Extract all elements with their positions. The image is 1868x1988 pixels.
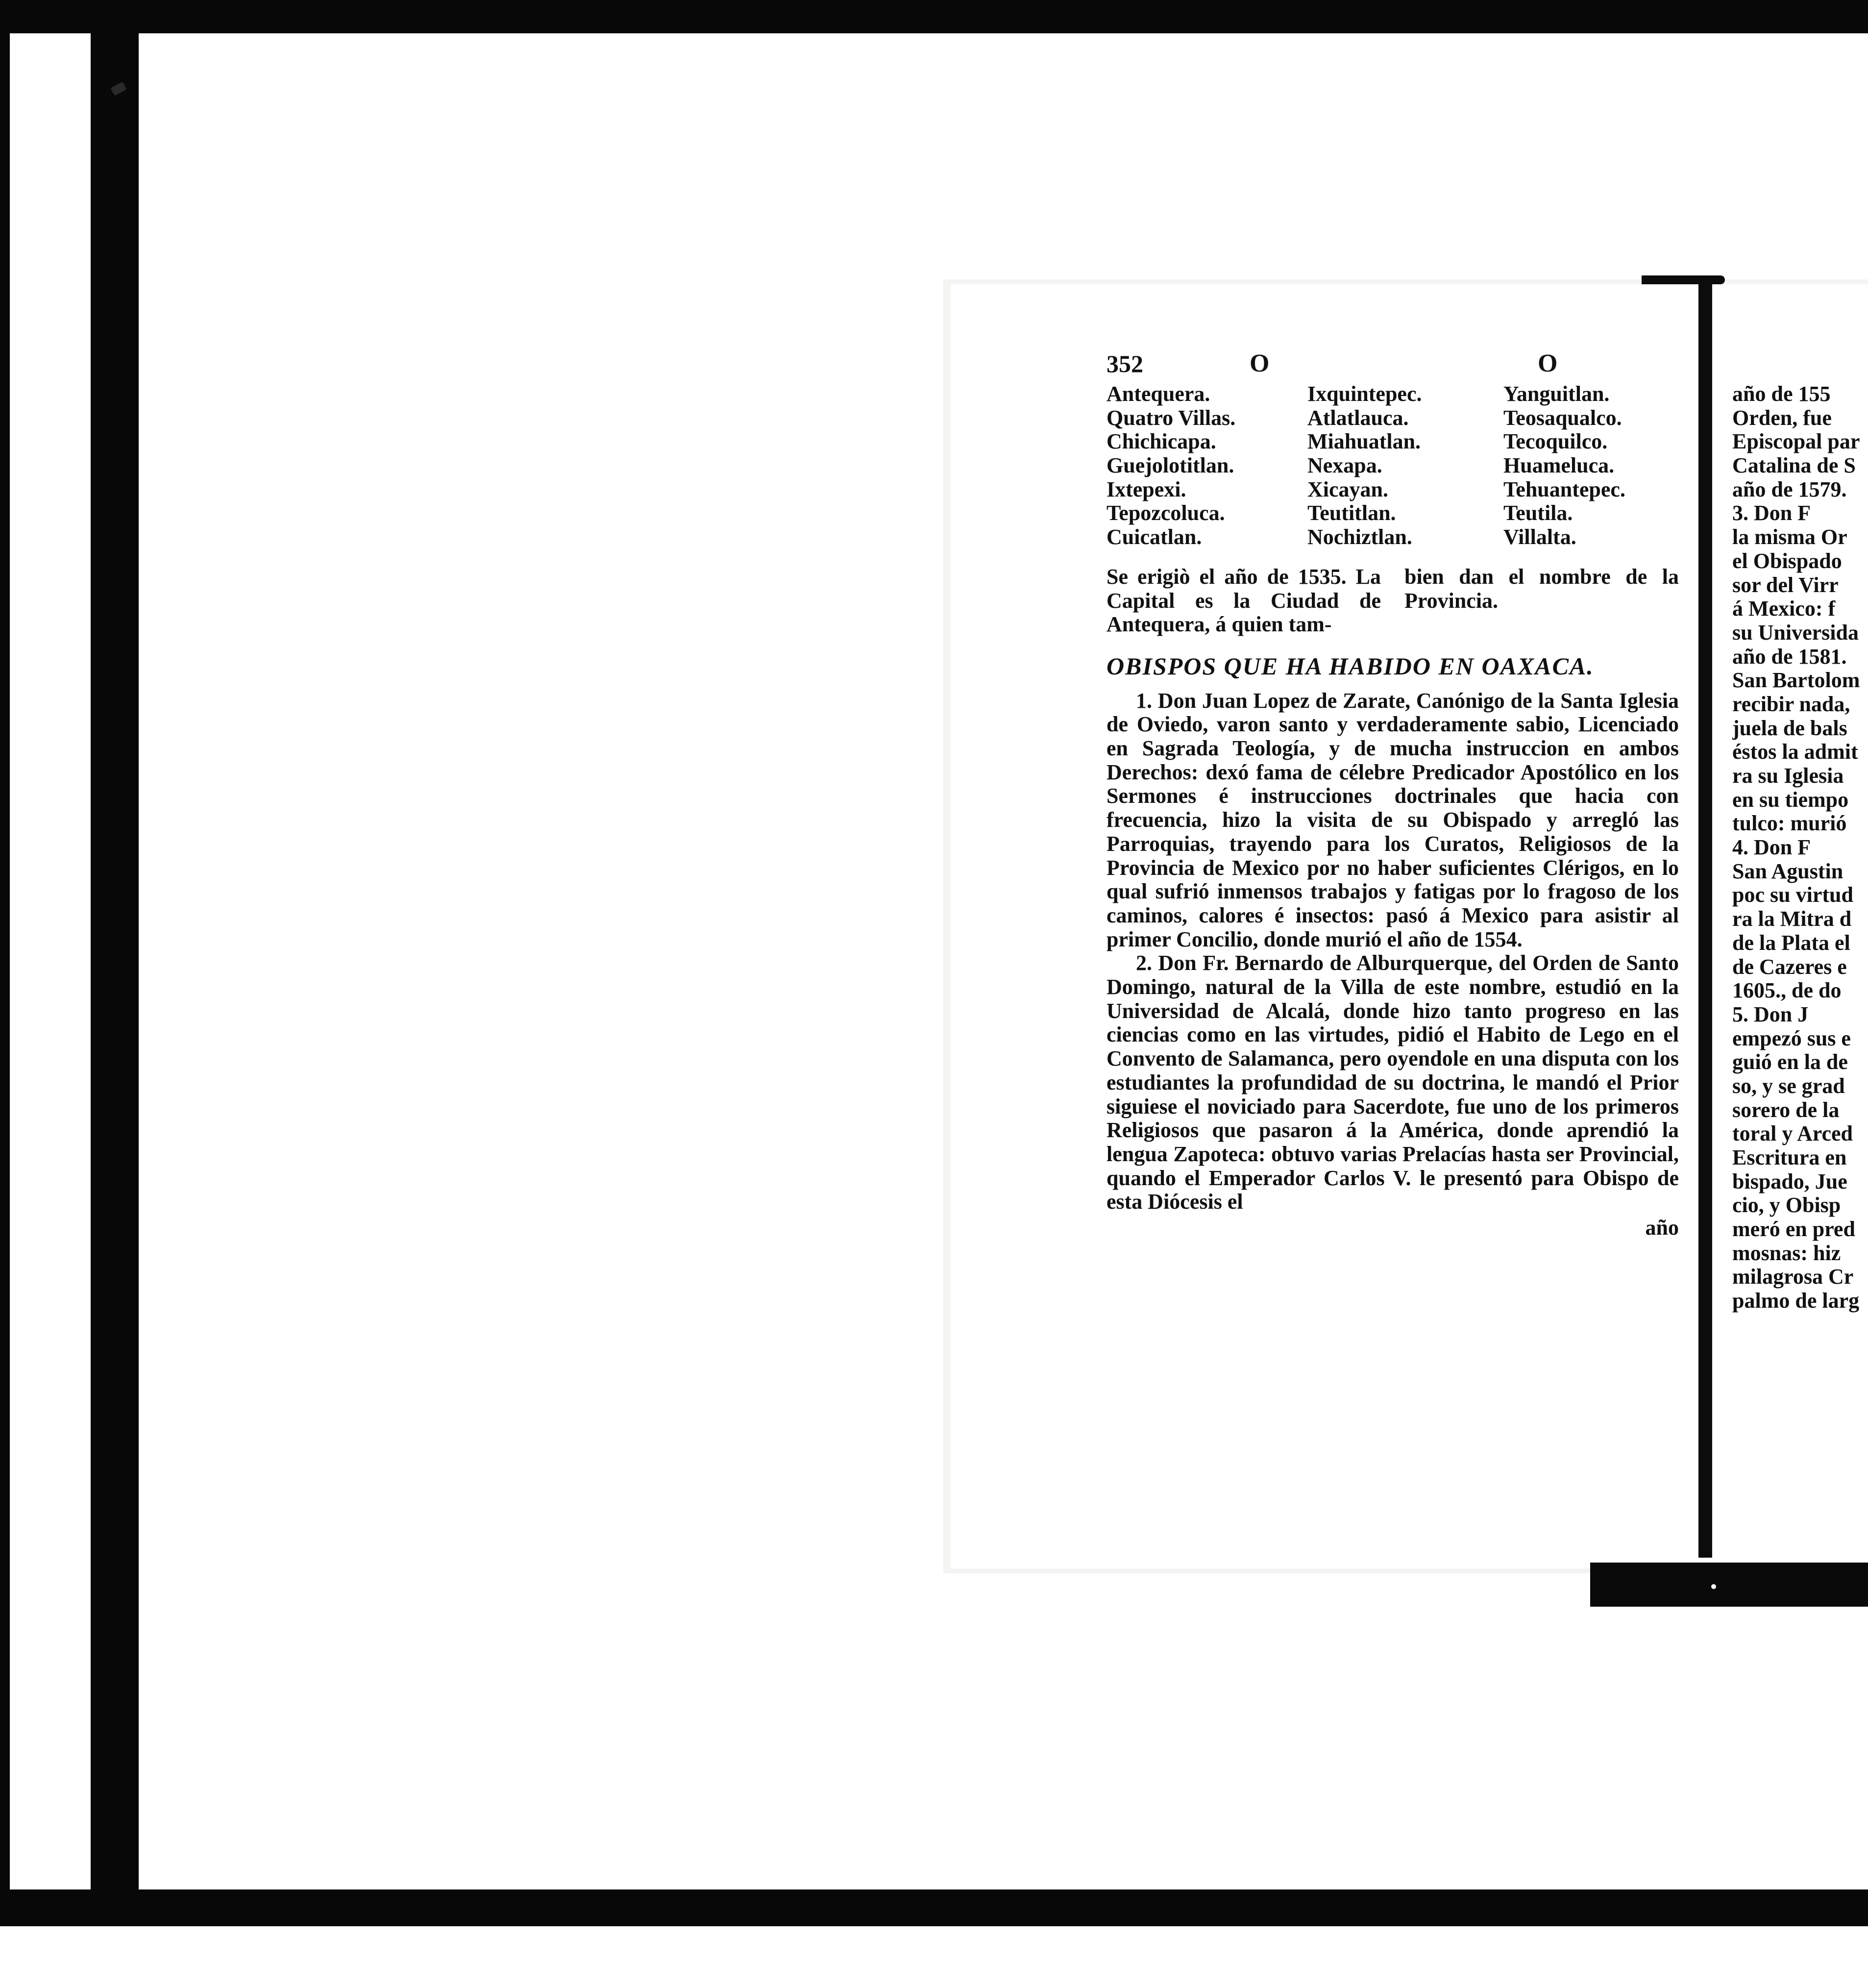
town-entry: Nochiztlan. <box>1307 525 1412 549</box>
fragment-line: año de 1579. <box>1732 477 1847 501</box>
town-entry: Miahuatlan. <box>1307 429 1421 454</box>
book-spine <box>1698 283 1712 1558</box>
fragment-line: su Universida <box>1732 621 1859 645</box>
fragment-line: Episcopal par <box>1732 430 1860 454</box>
town-entry: Cuicatlan. <box>1106 525 1202 549</box>
fragment-line: 3. Don F <box>1732 501 1811 525</box>
town-entry: Tepozcoluca. <box>1106 501 1225 525</box>
town-entry: Chichicapa. <box>1106 429 1216 454</box>
section-title: OBISPOS QUE HA HABIDO EN OAXACA. <box>1106 652 1594 680</box>
fragment-line: bispado, Jue <box>1732 1169 1847 1193</box>
fragment-line: so, y se grad <box>1732 1074 1845 1098</box>
fragment-line: guió en la de <box>1732 1050 1848 1074</box>
fragment-line: á Mexico: f <box>1732 597 1836 621</box>
fragment-line: ra la Mitra d <box>1732 907 1852 931</box>
text-block <box>1106 343 1679 1240</box>
fragment-line: juela de bals <box>1732 716 1847 740</box>
fragment-line: en su tiempo <box>1732 788 1849 812</box>
fragment-line: el Obispado <box>1732 549 1842 573</box>
town-entry: Xicayan. <box>1307 477 1388 501</box>
fragment-line: meró en pred <box>1732 1218 1855 1242</box>
town-entry: Villalta. <box>1503 525 1576 549</box>
fragment-line: sor del Virr <box>1732 573 1839 597</box>
paragraph-bishop-2: 2. Don Fr. Bernardo de Alburquerque, del Orden de Santo Domingo, natural de la Villa de este nombre, estudió en la Universidad de Alcalá, donde hizo tanto progreso en las ciencias como en las virtudes, pidió el Habito de Lego en el Convento de Salamanca, pero oyendole en una disputa con los estudiantes la profundidad de su doctrina, le mandó el Prior siguiese el noviciado para Sacerdote, fue uno de los primeros Religiosos que pasaron á la América, donde aprendió la lengua Zapoteca: obtuvo varias Prelacías hasta ser Provincial, quando el Emperador Carlos V. le presentó para Obispo de esta Diócesis el <box>1106 951 1679 1214</box>
fragment-line: ra su Iglesia <box>1732 764 1844 788</box>
fragment-line: de la Plata el <box>1732 931 1850 955</box>
spine-cap <box>1642 275 1725 284</box>
town-entry: Ixtepexi. <box>1106 477 1186 501</box>
fragment-line: poc su virtud <box>1732 883 1853 907</box>
fragment-line: milagrosa Cr <box>1732 1265 1854 1289</box>
fragment-line: de Cazeres e <box>1732 955 1847 979</box>
town-entry: Nexapa. <box>1307 453 1382 478</box>
scan-left-edge <box>0 0 10 1988</box>
town-entry: Teutila. <box>1503 501 1573 525</box>
catchword: año <box>1645 1216 1679 1240</box>
town-entry: Atlatlauca. <box>1307 405 1409 430</box>
town-entry: Yanguitlan. <box>1503 382 1610 406</box>
header-letter-right: O <box>1538 349 1558 377</box>
town-entry: Teosaqualco. <box>1503 405 1622 430</box>
scan-left-margin <box>10 33 91 1889</box>
erection-note-right: bien dan el nombre de la Provincia. <box>1404 564 1679 613</box>
scan-top-border <box>0 0 1868 33</box>
fragment-line: la misma Or <box>1732 525 1847 549</box>
spine-foot <box>1590 1563 1868 1607</box>
fragment-line: 4. Don F <box>1732 836 1811 860</box>
facing-page-fragment <box>1732 382 1868 1313</box>
scan-left-border <box>91 0 139 1988</box>
town-entry: Antequera. <box>1106 382 1210 406</box>
town-entry: Huameluca. <box>1503 453 1615 478</box>
fragment-line: San Bartolom <box>1732 669 1860 693</box>
fragment-line: éstos la admit <box>1732 740 1858 764</box>
fragment-line: sorero de la <box>1732 1098 1840 1122</box>
spine-foot-mark <box>1711 1584 1716 1589</box>
fragment-line: 5. Don J <box>1732 1002 1809 1026</box>
fragment-line: Orden, fue <box>1732 406 1832 430</box>
fragment-line: Escritura en <box>1732 1146 1847 1169</box>
fragment-line: tulco: murió <box>1732 812 1847 836</box>
scan-bottom-border <box>0 1889 1868 1926</box>
page-number: 352 <box>1106 350 1143 377</box>
fragment-line: 1605., de do <box>1732 979 1842 1003</box>
town-entry: Teutitlan. <box>1307 501 1396 525</box>
running-header <box>1106 343 1679 382</box>
fragment-line: empezó sus e <box>1732 1026 1851 1050</box>
fragment-line: mosnas: hiz <box>1732 1241 1841 1265</box>
fragment-line: palmo de larg <box>1732 1289 1860 1313</box>
fragment-line: año de 1581. <box>1732 645 1847 669</box>
town-entry: Guejolotitlan. <box>1106 453 1234 478</box>
header-letter-left: O <box>1250 349 1270 377</box>
fragment-line: recibir nada, <box>1732 692 1850 716</box>
town-entry: Tehuantepec. <box>1503 477 1625 501</box>
town-entry: Ixquintepec. <box>1307 382 1422 406</box>
town-entry: Quatro Villas. <box>1106 405 1236 430</box>
fragment-line: cio, y Obisp <box>1732 1193 1841 1218</box>
fragment-line: año de 155 <box>1732 382 1831 406</box>
towns-list <box>1106 382 1679 549</box>
fragment-line: toral y Arced <box>1732 1122 1853 1146</box>
erection-note <box>1106 565 1679 637</box>
paragraph-bishop-1: 1. Don Juan Lopez de Zarate, Canónigo de la Santa Iglesia de Oviedo, varon santo y verdaderamente sabio, Licenciado en Sagrada Teología, y de mucha instruccion en ambos Derechos: dexó fama de célebre Predicador Apostólico en los Sermones é instrucciones doctrinales que hacia con frecuencia, hizo la visita de su Obispado y arregló las Parroquias, trayendo para los Curatos, Religiosos de la Provincia de Mexico por no haber suficientes Clérigos, en lo qual sufrió inmensos trabajos y fatigas por lo fragoso de los caminos, calores é insectos: pasó á Mexico para asistir al primer Concilio, donde murió el año de 1554. <box>1106 688 1679 951</box>
fragment-line: Catalina de S <box>1732 454 1856 478</box>
fragment-line: San Agustin <box>1732 859 1843 883</box>
erection-note-left: Se erigiò el año de 1535. La Capital es la Ciudad de Antequera, á quien tam- <box>1106 564 1381 637</box>
scan-bottom-margin <box>0 1926 1868 1988</box>
town-entry: Tecoquilco. <box>1503 429 1608 454</box>
